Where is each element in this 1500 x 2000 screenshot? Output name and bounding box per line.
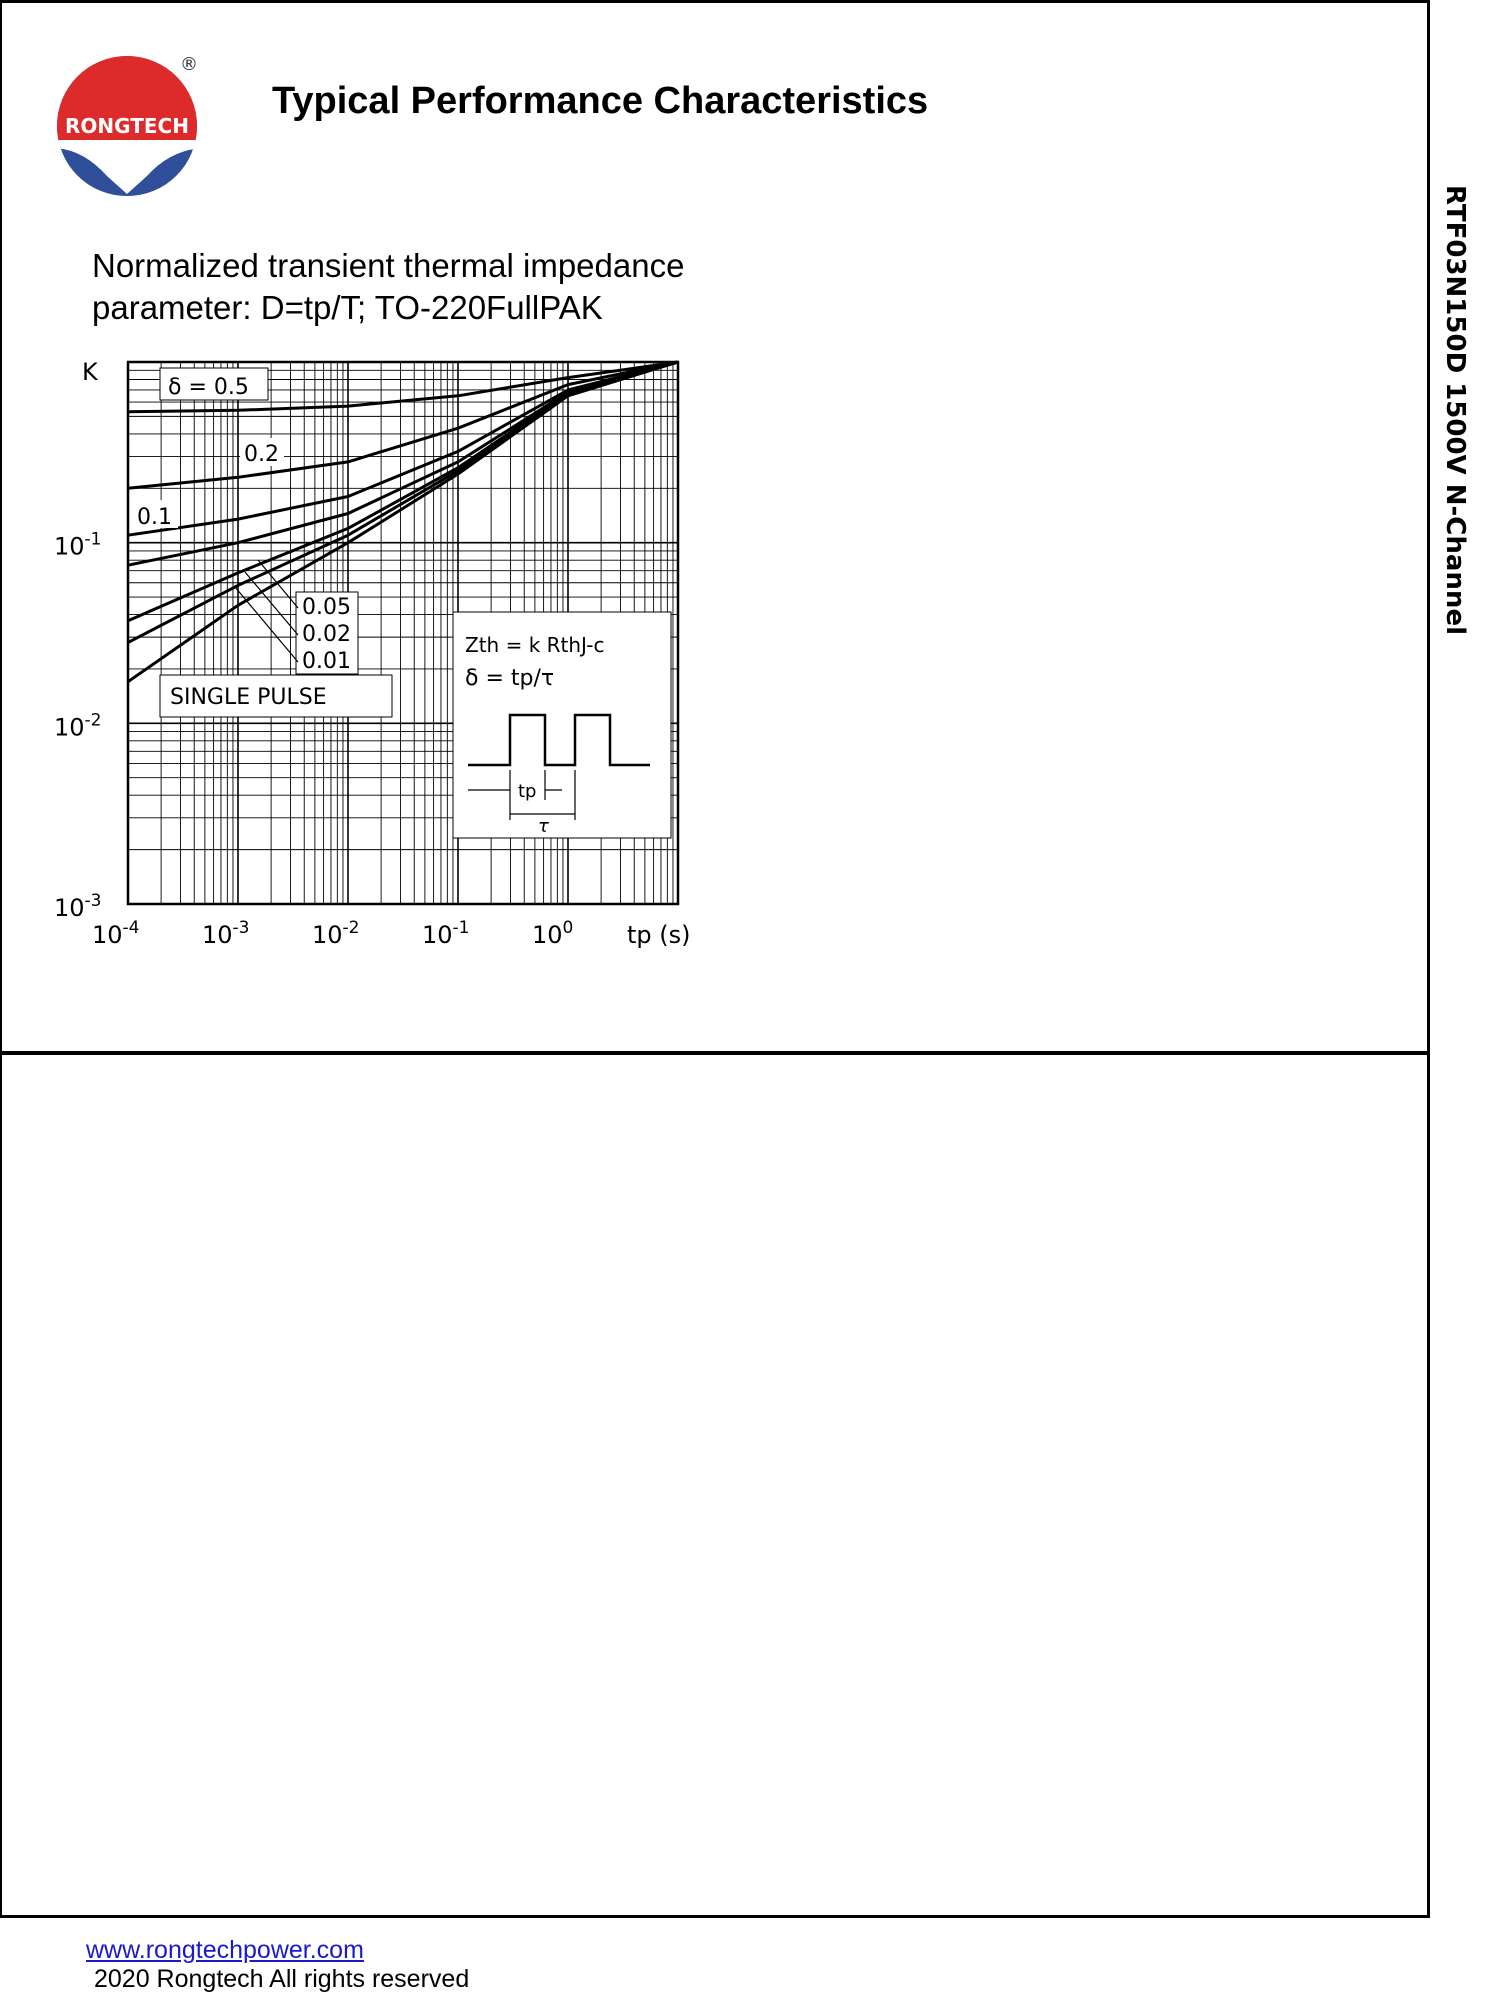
x-tick-label: $10^0$	[532, 918, 574, 949]
y-tick-label: $10^{-1}$	[54, 529, 102, 561]
formula-zth: Zth = k RthJ-c	[465, 633, 605, 657]
label-005: 0.05	[302, 595, 351, 620]
single-pulse-label: SINGLE PULSE	[170, 685, 327, 710]
website-link[interactable]: www.rongtechpower.com	[86, 1936, 364, 1964]
x-tick-labels	[92, 918, 573, 949]
thermal-impedance-chart	[40, 350, 710, 970]
bottom-panel-frame	[0, 1052, 1430, 1918]
x-tick-label: $10^{-1}$	[422, 918, 470, 949]
caption-line-2: parameter: D=tp/T; TO-220FullPAK	[92, 289, 603, 326]
label-002: 0.02	[302, 622, 351, 647]
label-01: 0.1	[137, 505, 172, 530]
x-tick-label: $10^{-2}$	[312, 918, 360, 949]
pulse-tau-label: τ	[538, 816, 549, 837]
pulse-tp-label: tp	[518, 781, 537, 802]
y-axis-label: K	[82, 358, 98, 386]
registered-mark: ®	[180, 54, 198, 75]
label-delta-05: δ = 0.5	[168, 375, 249, 400]
y-tick-label: $10^{-2}$	[54, 710, 102, 742]
rongtech-logo	[52, 48, 207, 198]
formula-delta: δ = tp/τ	[465, 666, 555, 691]
logo-brand-text: RONGTECH	[65, 114, 189, 138]
figure-caption	[92, 245, 684, 329]
x-tick-label: $10^{-3}$	[202, 918, 250, 949]
x-tick-label: $10^{-4}$	[92, 918, 140, 949]
copyright-text: 2020 Rongtech All rights reserved	[94, 1965, 470, 1993]
x-axis-label: tp (s)	[627, 921, 691, 949]
y-tick-label: $10^{-3}$	[54, 891, 102, 922]
page-title: Typical Performance Characteristics	[272, 80, 929, 122]
label-001: 0.01	[302, 649, 351, 674]
caption-line-1: Normalized transient thermal impedance	[92, 247, 685, 284]
label-02: 0.2	[244, 442, 279, 467]
y-tick-labels	[54, 530, 102, 922]
product-side-title: RTF03N150D 1500V N-Channel	[1440, 185, 1470, 635]
